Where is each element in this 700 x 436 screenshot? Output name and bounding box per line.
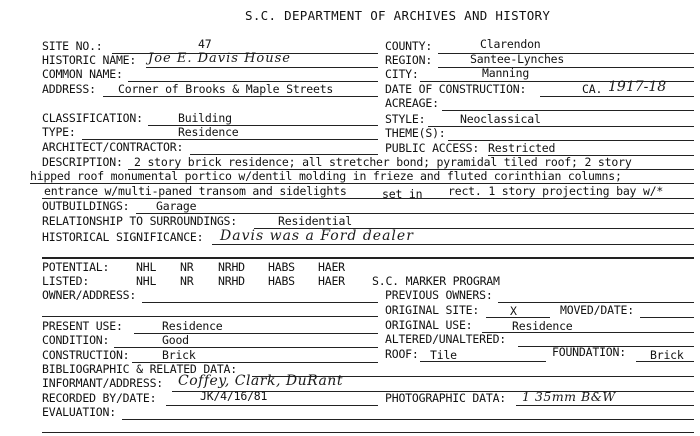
moved-line [640,317,694,318]
historic-name-label: HISTORIC NAME: [42,53,137,67]
description-label: DESCRIPTION: [42,155,123,169]
region-label: REGION: [385,53,433,67]
original-use-line [482,332,694,333]
informant-label: INFORMANT/ADDRESS: [42,376,164,390]
recorded-label: RECORDED BY/DATE: [42,391,157,405]
common-name-label: COMMON NAME: [42,67,123,81]
potential-nhl: NHL [136,260,157,274]
description-line-3c: rect. 1 story projecting bay w/* [448,184,664,198]
construction-label: CONSTRUCTION: [42,348,130,362]
public-access-label: PUBLIC ACCESS: [385,141,480,155]
potential-nrhd: NRHD [218,260,245,274]
site-no-value: 47 [198,37,212,51]
owner-line [142,302,378,303]
classification-value: Building [178,111,232,125]
potential-habs: HABS [268,260,295,274]
roof-line [420,361,546,362]
description-line-2: hipped roof monumental portico w/dentil molding in frieze and fluted corinthian columns; [30,169,622,183]
themes-label: THEME(S): [385,126,446,140]
listed-nrhd: NRHD [218,274,245,288]
acreage-label: ACREAGE: [385,96,439,110]
date-label: DATE OF CONSTRUCTION: [385,82,527,96]
listed-nr: NR [180,274,194,288]
public-access-value: Restricted [488,141,556,155]
owner-line-2 [42,316,378,317]
original-site-value: X [510,304,517,318]
informant-value: Coffey, Clark, DuRant [178,373,343,389]
themes-line [448,140,694,141]
address-label: ADDRESS: [42,82,96,96]
original-use-value: Residence [512,319,573,333]
historic-name-line [146,67,378,68]
potential-nr: NR [180,260,194,274]
style-line [428,126,694,127]
type-value: Residence [178,125,239,139]
county-value: Clarendon [480,37,541,51]
region-value: Santee-Lynches [470,52,565,66]
condition-value: Good [162,333,189,347]
city-value: Manning [482,66,530,80]
listed-nhl: NHL [136,274,157,288]
photo-value: 1 35mm B&W [522,389,616,404]
section-divider [42,257,694,259]
photo-label: PHOTOGRAPHIC DATA: [385,391,507,405]
date-prefix: CA. [582,82,603,96]
present-use-value: Residence [162,319,223,333]
foundation-line [636,361,694,362]
evaluation-line [122,419,694,420]
significance-label: HISTORICAL SIGNIFICANCE: [42,230,204,244]
potential-label: POTENTIAL: [42,260,110,274]
description-line-3b: set in [382,187,423,201]
city-label: CITY: [385,67,419,81]
recorded-line [166,405,378,406]
original-site-label: ORIGINAL SITE: [385,303,480,317]
date-value: 1917-18 [608,79,667,95]
site-no-label: SITE NO.: [42,39,103,53]
roof-value: Tile [430,348,457,362]
condition-line [114,347,378,348]
date-line [540,96,694,97]
listed-habs: HABS [268,274,295,288]
relationship-value: Residential [278,214,352,228]
significance-line [212,244,694,245]
bibliographic-label: BIBLIOGRAPHIC & RELATED DATA: [42,362,237,376]
type-label: TYPE: [42,125,76,139]
potential-haer: HAER [318,260,345,274]
previous-owners-label: PREVIOUS OWNERS: [385,288,493,302]
historic-name-value: Joe E. Davis House [148,51,291,66]
original-use-label: ORIGINAL USE: [385,318,473,332]
listed-haer: HAER [318,274,345,288]
address-value: Corner of Brooks & Maple Streets [118,82,334,96]
significance-value: Davis was a Ford dealer [220,228,414,244]
outbuildings-label: OUTBUILDINGS: [42,199,130,213]
address-line [103,96,378,97]
description-rule-3 [42,198,694,199]
architect-label: ARCHITECT/CONTRACTOR: [42,140,184,154]
relationship-label: RELATIONSHIP TO SURROUNDINGS: [42,214,237,228]
outbuildings-value: Garage [156,199,197,213]
style-label: STYLE: [385,112,426,126]
marker-program-label: S.C. MARKER PROGRAM [372,274,500,288]
recorded-value: JK/4/16/81 [200,389,268,403]
moved-label: MOVED/DATE: [560,303,634,317]
region-line [438,67,694,68]
photo-line [516,405,694,406]
original-site-line [486,317,550,318]
county-label: COUNTY: [385,39,433,53]
style-value: Neoclassical [460,112,541,126]
altered-label: ALTERED/UNALTERED: [385,332,507,346]
acreage-line [442,110,694,111]
description-line-3a: entrance w/multi-paned transom and sidelights [44,184,347,198]
description-line-1: 2 story brick residence; all stretcher bond; pyramidal tiled roof; 2 story [134,155,632,169]
construction-value: Brick [162,348,196,362]
condition-label: CONDITION: [42,333,110,347]
classification-label: CLASSIFICATION: [42,111,143,125]
evaluation-line-2 [42,432,694,433]
evaluation-label: EVALUATION: [42,405,116,419]
owner-label: OWNER/ADDRESS: [42,288,137,302]
listed-label: LISTED: [42,274,90,288]
present-use-label: PRESENT USE: [42,319,123,333]
foundation-label: FOUNDATION: [552,345,626,359]
roof-label: ROOF: [385,347,419,361]
page-title: S.C. DEPARTMENT OF ARCHIVES AND HISTORY [245,8,551,23]
foundation-value: Brick [650,348,684,362]
